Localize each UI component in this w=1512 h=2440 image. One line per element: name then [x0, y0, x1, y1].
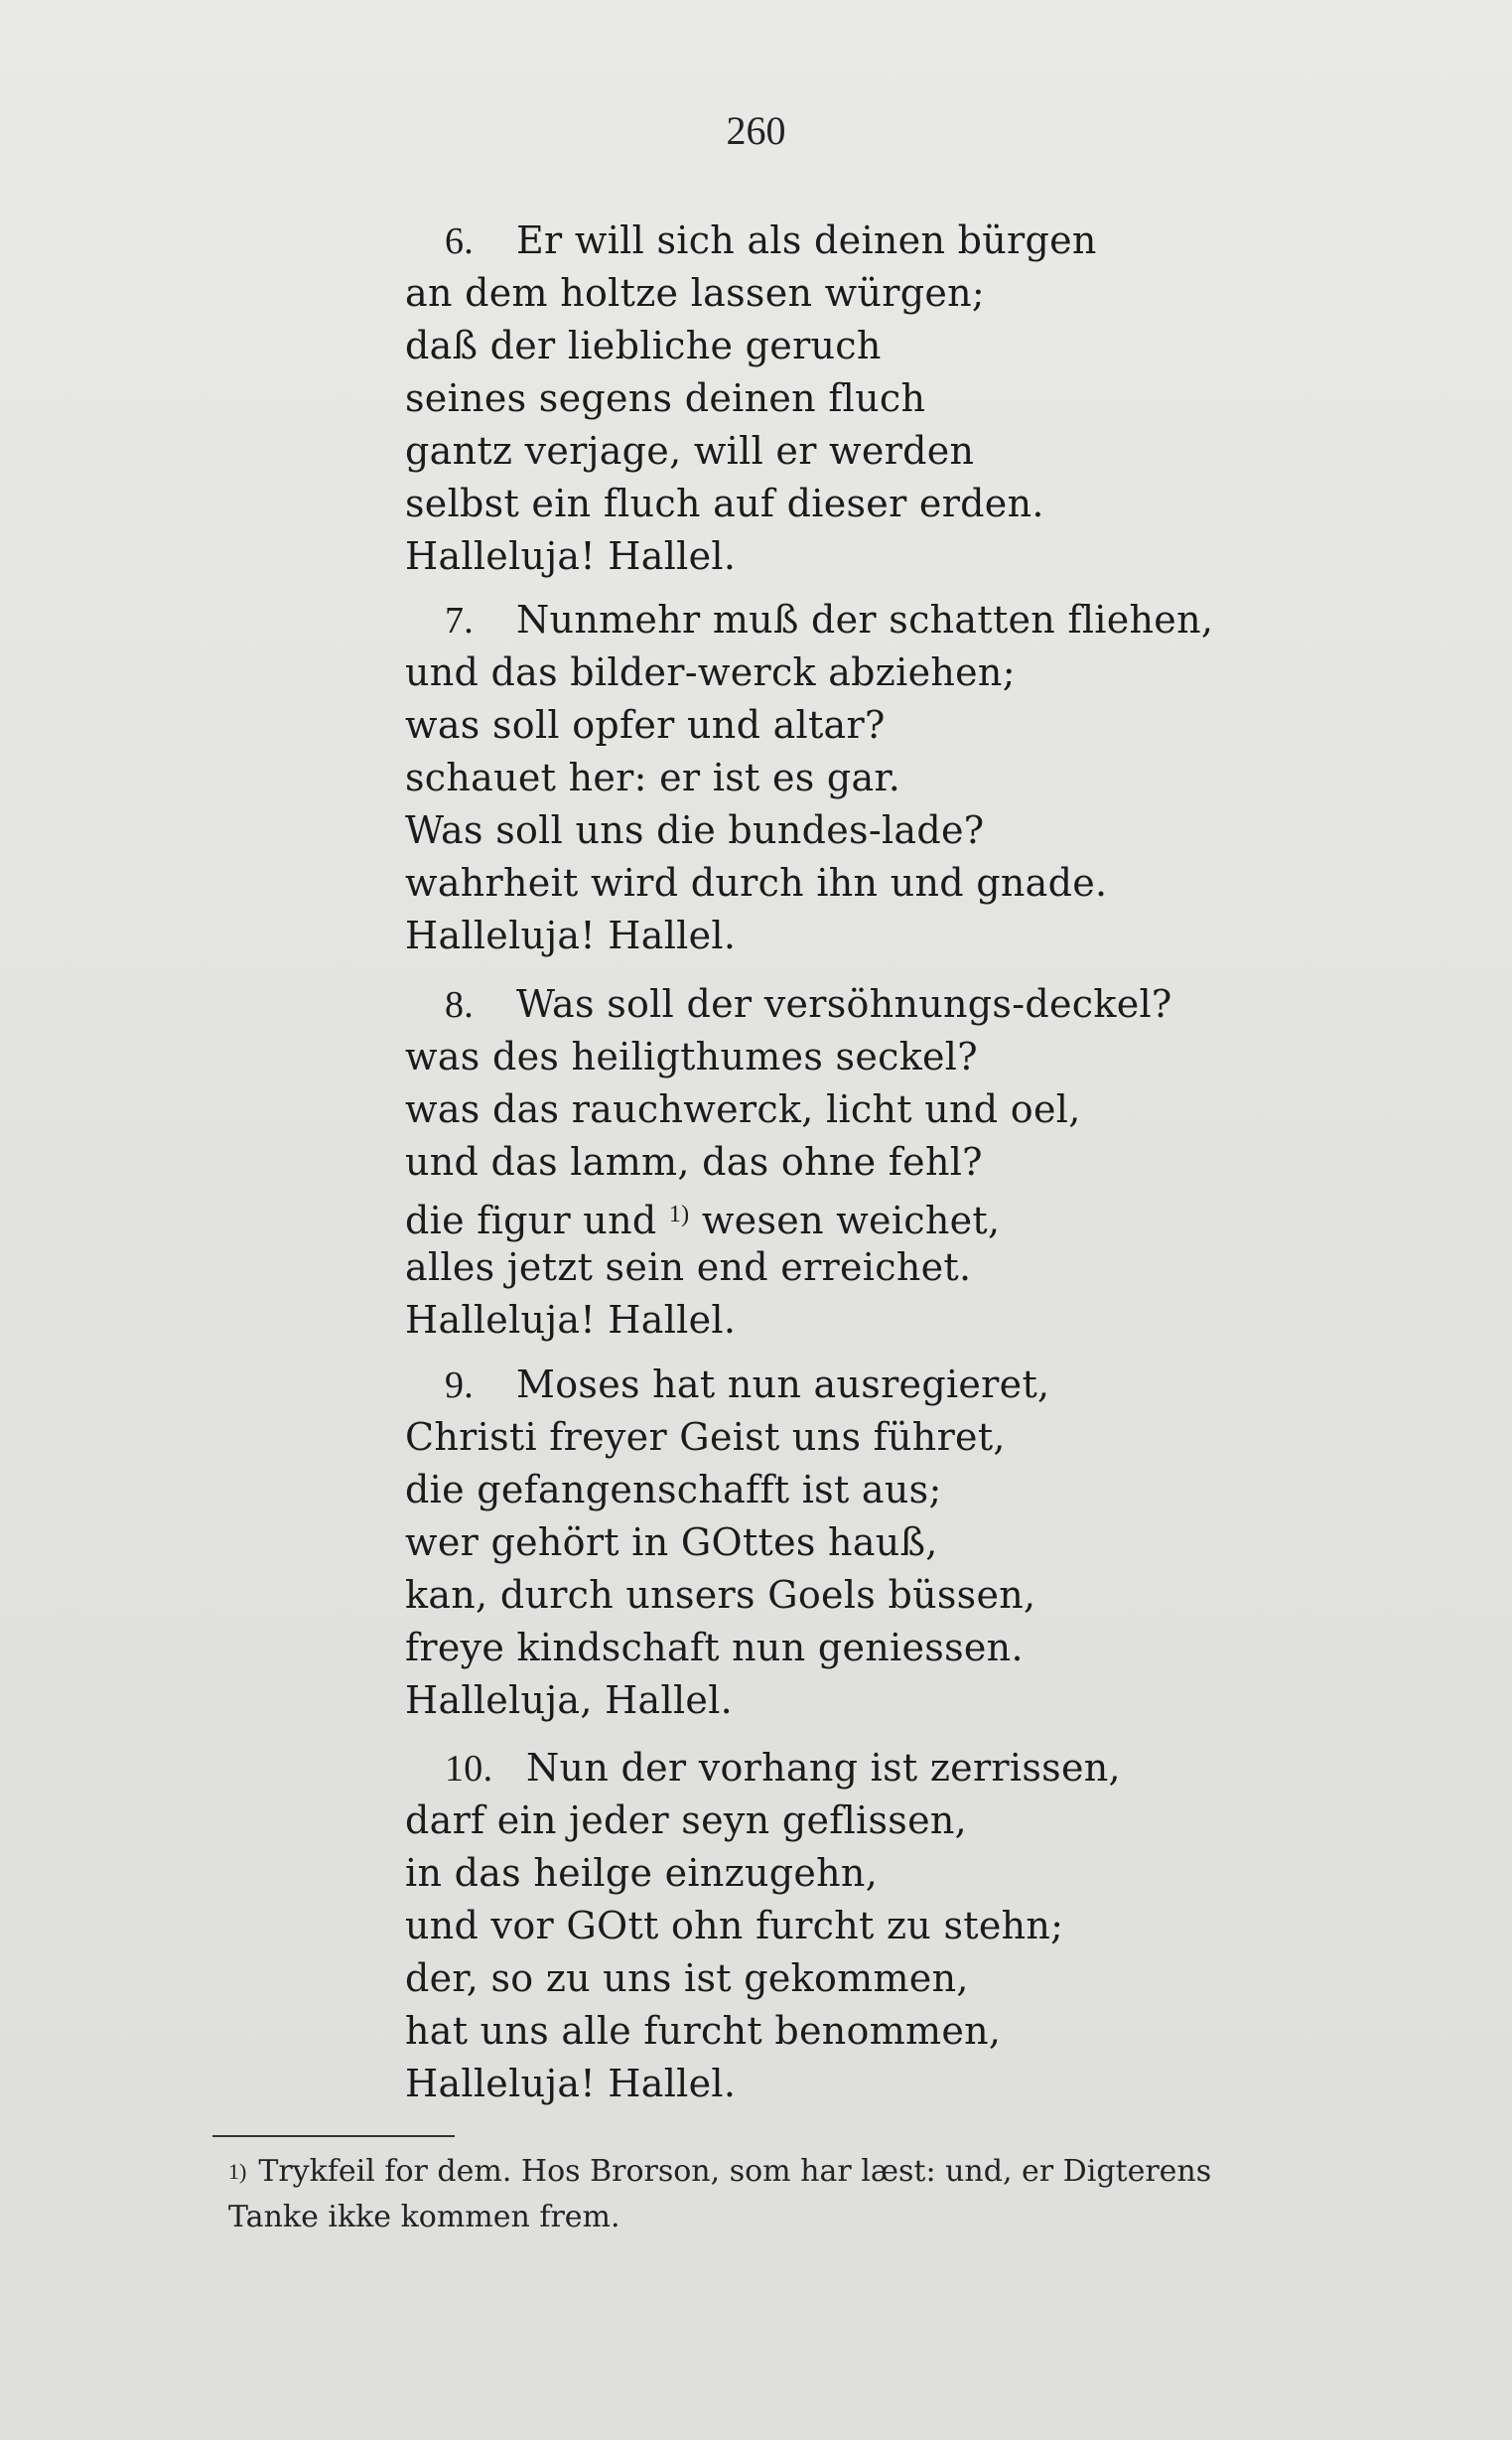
verse-line: Halleluja! Hallel. [405, 914, 737, 957]
verse-line: was das rauchwerck, licht und oel, [405, 1087, 1081, 1131]
verse-line: und das bilder-werck abziehen; [405, 650, 1016, 694]
stanza-number: 7. [445, 600, 475, 642]
verse-line: 7. Nunmehr muß der schatten fliehen, [405, 594, 1160, 646]
verse-line: Halleluja! Hallel. [405, 2062, 737, 2105]
verse-line: in das heilge einzugehn, [405, 1851, 879, 1895]
verse-line: und vor GOtt ohn furcht zu stehn; [405, 1904, 1064, 1947]
footnote-reference: 1) [668, 1202, 690, 1227]
stanza-number: 6. [445, 220, 475, 262]
verse-line: Halleluja, Hallel. [405, 1678, 734, 1722]
verse-line: seines segens deinen fluch [405, 376, 926, 420]
verse-line: Halleluja! Hallel. [405, 534, 737, 578]
verse-line: hat uns alle furcht benommen, [405, 2009, 1002, 2053]
verse-line: der, so zu uns ist gekommen, [405, 1956, 969, 2000]
verse-line: an dem holtze lassen würgen; [405, 271, 986, 315]
verse-line: Was soll uns die bundes-lade? [405, 808, 985, 852]
stanza-8 [405, 978, 1172, 1347]
footnote [228, 2149, 1380, 2240]
verse-line: die gefangenschafft ist aus; [405, 1468, 942, 1511]
verse-line: schauet her: er ist es gar. [405, 756, 901, 799]
verse-line: wer gehört in GOttes hauß, [405, 1520, 938, 1564]
verse-line: und das lamm, das ohne fehl? [405, 1140, 983, 1184]
verse-line: 10. Nun der vorhang ist zerrissen, [405, 1742, 1160, 1794]
footnote-divider [212, 2135, 455, 2137]
verse-line: kan, durch unsers Goels büssen, [405, 1573, 1036, 1617]
verse-line: daß der liebliche geruch [405, 324, 882, 367]
verse-line: gantz verjage, will er werden [405, 429, 975, 473]
verse-line: 6. Er will sich als deinen bürgen [405, 215, 1160, 267]
stanza-7 [405, 594, 1214, 962]
stanza-10 [405, 1742, 1160, 2110]
stanza-9 [405, 1359, 1160, 1727]
footnote-marker: 1) [228, 2159, 247, 2184]
stanza-6 [405, 215, 1160, 583]
verse-line: alles jetzt sein end erreichet. [405, 1245, 972, 1289]
stanza-number: 8. [445, 984, 475, 1026]
stanza-number: 9. [445, 1364, 475, 1406]
verse-line: selbst ein fluch auf dieser erden. [405, 482, 1044, 525]
verse-line: was des heiligthumes seckel? [405, 1035, 978, 1078]
verse-line: Christi freyer Geist uns führet, [405, 1415, 1006, 1459]
verse-line: was soll opfer und altar? [405, 703, 886, 747]
footnote-text-line-1: Trykfeil for dem. Hos Brorson, som har læst: und, er Digterens [258, 2154, 1212, 2189]
footnote-text-line-2: Tanke ikke kommen frem. [228, 2200, 620, 2234]
verse-line: Halleluja! Hallel. [405, 1298, 737, 1342]
stanza-number: 10. [445, 1748, 493, 1790]
page-number: 260 [726, 108, 786, 153]
verse-line: wahrheit wird durch ihn und gnade. [405, 861, 1108, 905]
verse-line: 9. Moses hat nun ausregieret, [405, 1359, 1160, 1411]
verse-line: 8. Was soll der versöhnungs-deckel? [405, 978, 1160, 1031]
verse-line: die figur und $^{1)}$ wesen weichet, [405, 1199, 1001, 1242]
verse-line: darf ein jeder seyn geflissen, [405, 1798, 968, 1842]
verse-line: freye kindschaft nun geniessen. [405, 1626, 1024, 1669]
